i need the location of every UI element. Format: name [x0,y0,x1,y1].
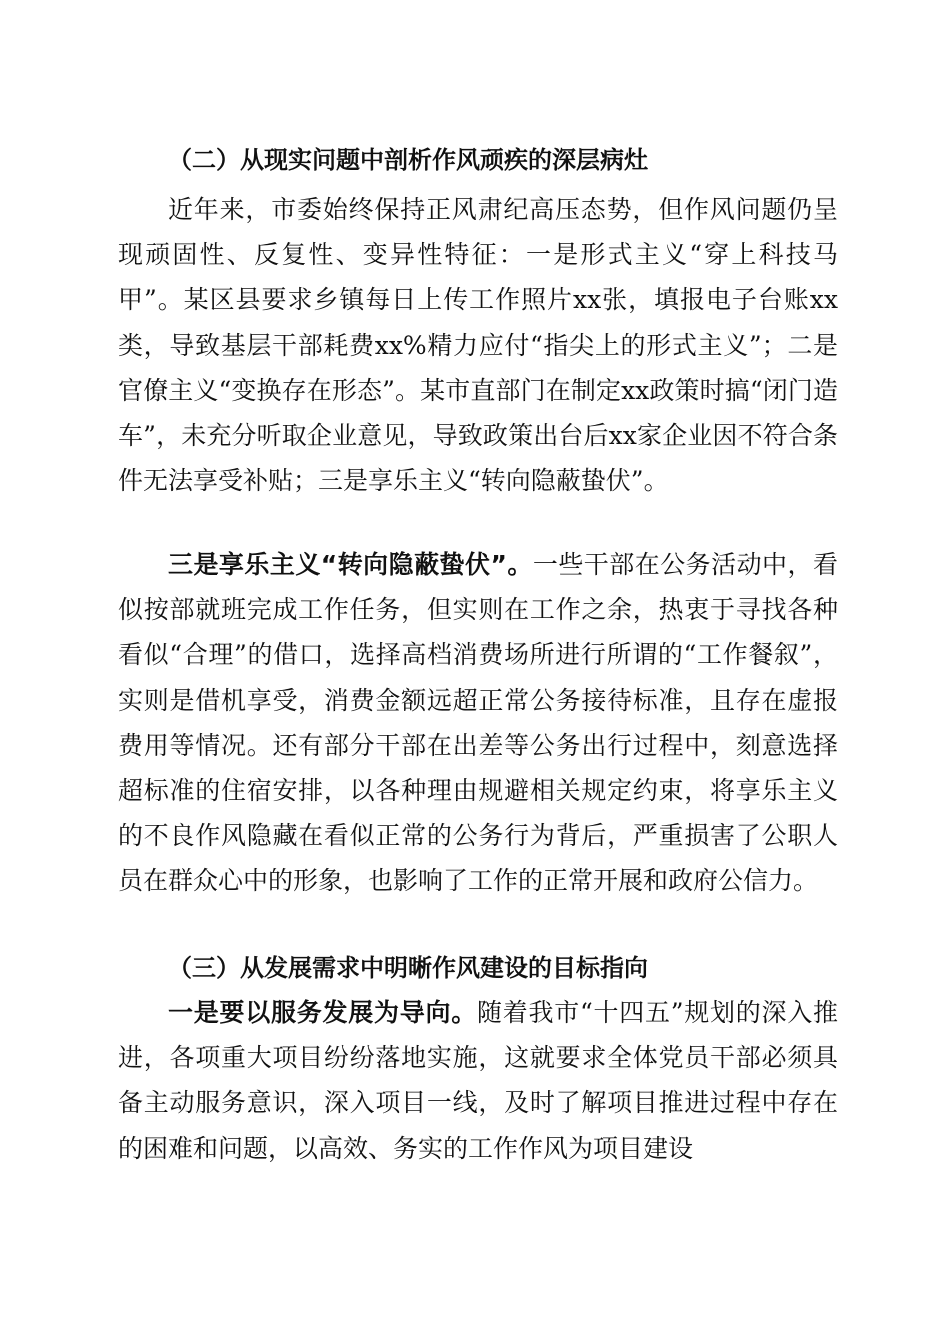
section-heading-3: （三）从发展需求中明晰作风建设的目标指向 [168,954,648,982]
paragraph-service [118,990,838,1171]
section-heading-2: （二）从现实问题中剖析作风顽疾的深层病灶 [168,146,648,174]
paragraph-lead: 一是要以服务发展为导向。 [168,998,477,1027]
paragraph-body: 一些干部在公务活动中，看似按部就班完成工作任务，但实则在工作之余，热衷于寻找各种看似“合理”的借口，选择高档消费场所进行所谓的“工作餐叙”，实则是借机享受，消费金额远超正常公务接待标准，且存在虚报费用等情况。还有部分干部在出差等公务出行过程中，刻意选择超标准的住宿安排，以各种理由规避相关规定约束，将享乐主义的不良作风隐藏在看似正常的公务行为背后，严重损害了公职人员在群众心中的形象，也影响了工作的正常开展和政府公信力。 [118,550,838,896]
paragraph-hedonism [118,542,838,904]
paragraph-problems: 近年来，市委始终保持正风肃纪高压态势，但作风问题仍呈现顽固性、反复性、变异性特征：一是形式主义“穿上科技马甲”。某区县要求乡镇每日上传工作照片xx张，填报电子台账xx类，导致基层干部耗费xx%精力应付“指尖上的形式主义”；二是官僚主义“变换存在形态”。某市直部门在制定xx政策时搞“闭门造车”，未充分听取企业意见，导致政策出台后xx家企业因不符合条件无法享受补贴；三是享乐主义“转向隐蔽蛰伏”。 [118,195,838,496]
paragraph-lead: 三是享乐主义“转向隐蔽蛰伏”。 [168,550,533,579]
paragraph-body: 随着我市“十四五”规划的深入推进，各项重大项目纷纷落地实施，这就要求全体党员干部必须具备主动服务意识，深入项目一线，及时了解项目推进过程中存在的困难和问题，以高效、务实的工作作风为项目建设 [118,998,838,1163]
